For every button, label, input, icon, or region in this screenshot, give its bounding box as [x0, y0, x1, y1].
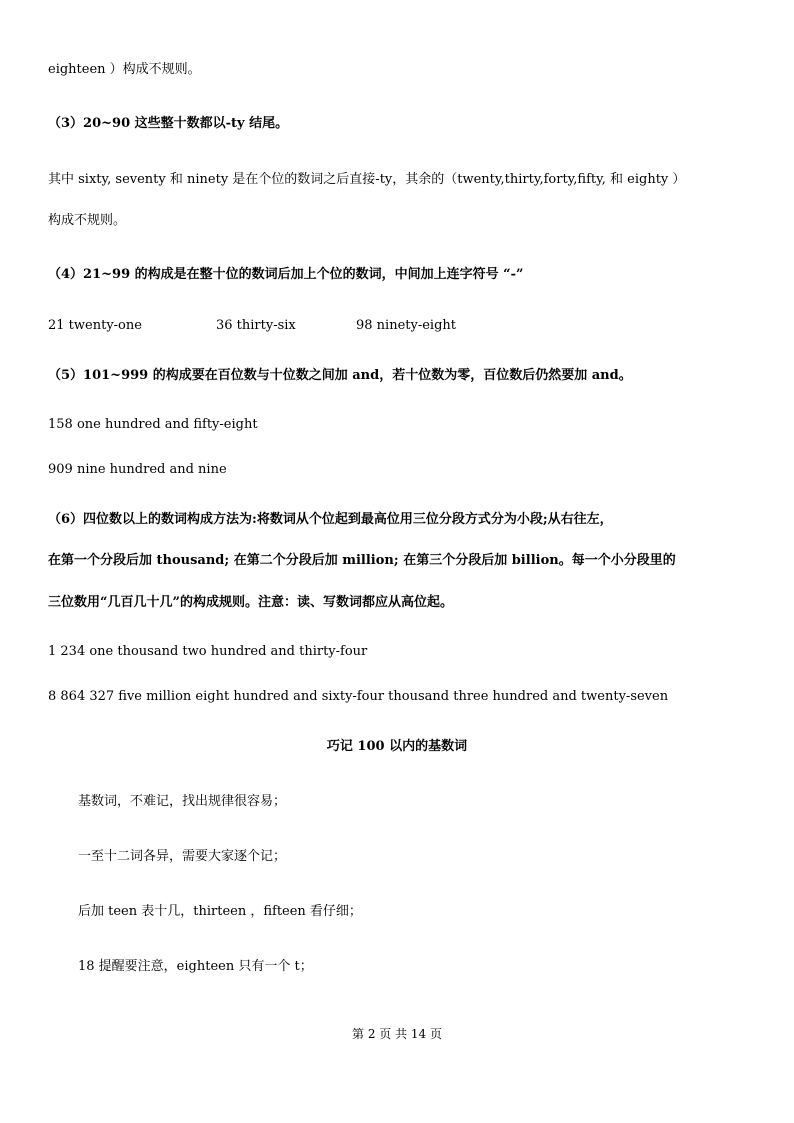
rhyme-line: 后加 teen 表十几，thirteen ，fifteen 看仔细；	[78, 904, 362, 919]
page-footer: 第 2 页 共 14 页	[352, 1027, 442, 1041]
text-line: eighteen ）构成不规则。	[48, 62, 201, 77]
section-heading-6-cont: 三位数用“几百几十几”的构成规则。注意：读、写数词都应从高位起。	[48, 595, 453, 610]
rhyme-line: 18 提醒要注意，eighteen 只有一个 t；	[78, 959, 313, 974]
example-line: 8 864 327 five million eight hundred and sixty-four thousand three hundred and twenty-seven	[48, 689, 669, 704]
example-line: 909 nine hundred and nine	[48, 462, 227, 477]
example-item: 98 ninety-eight	[356, 318, 457, 333]
section-heading-6: （6）四位数以上的数词构成方法为:将数词从个位起到最高位用三位分段方式分为小段;从右往左，	[48, 512, 613, 527]
example-line: 1 234 one thousand two hundred and thirty-four	[48, 644, 368, 659]
example-item: 36 thirty-six	[216, 318, 296, 333]
text-line: 其中 sixty, seventy 和 ninety 是在个位的数词之后直接-ty，其余的（twenty,thirty,forty,fifty, 和 eighty ）	[48, 172, 686, 187]
text-line: 构成不规则。	[48, 213, 127, 228]
example-item: 21 twenty-one	[48, 318, 142, 333]
rhyme-line: 基数词，不难记，找出规律很容易；	[78, 794, 287, 809]
example-line: 158 one hundred and fifty-eight	[48, 417, 258, 432]
section-title: 巧记 100 以内的基数词	[326, 739, 468, 754]
section-heading-4: （4）21~99 的构成是在整十位的数词后加上个位的数词，中间加上连字符号 “-”	[48, 267, 524, 282]
rhyme-line: 一至十二词各异，需要大家逐个记；	[78, 849, 287, 864]
section-heading-3: （3）20~90 这些整十数都以-ty 结尾。	[48, 116, 289, 131]
section-heading-5: （5）101~999 的构成要在百位数与十位数之间加 and，若十位数为零，百位数后仍然要加 and。	[48, 368, 632, 383]
section-heading-6-cont: 在第一个分段后加 thousand; 在第二个分段后加 million; 在第三个分段后加 billion。每一个小分段里的	[48, 553, 676, 568]
example-row	[48, 317, 456, 335]
